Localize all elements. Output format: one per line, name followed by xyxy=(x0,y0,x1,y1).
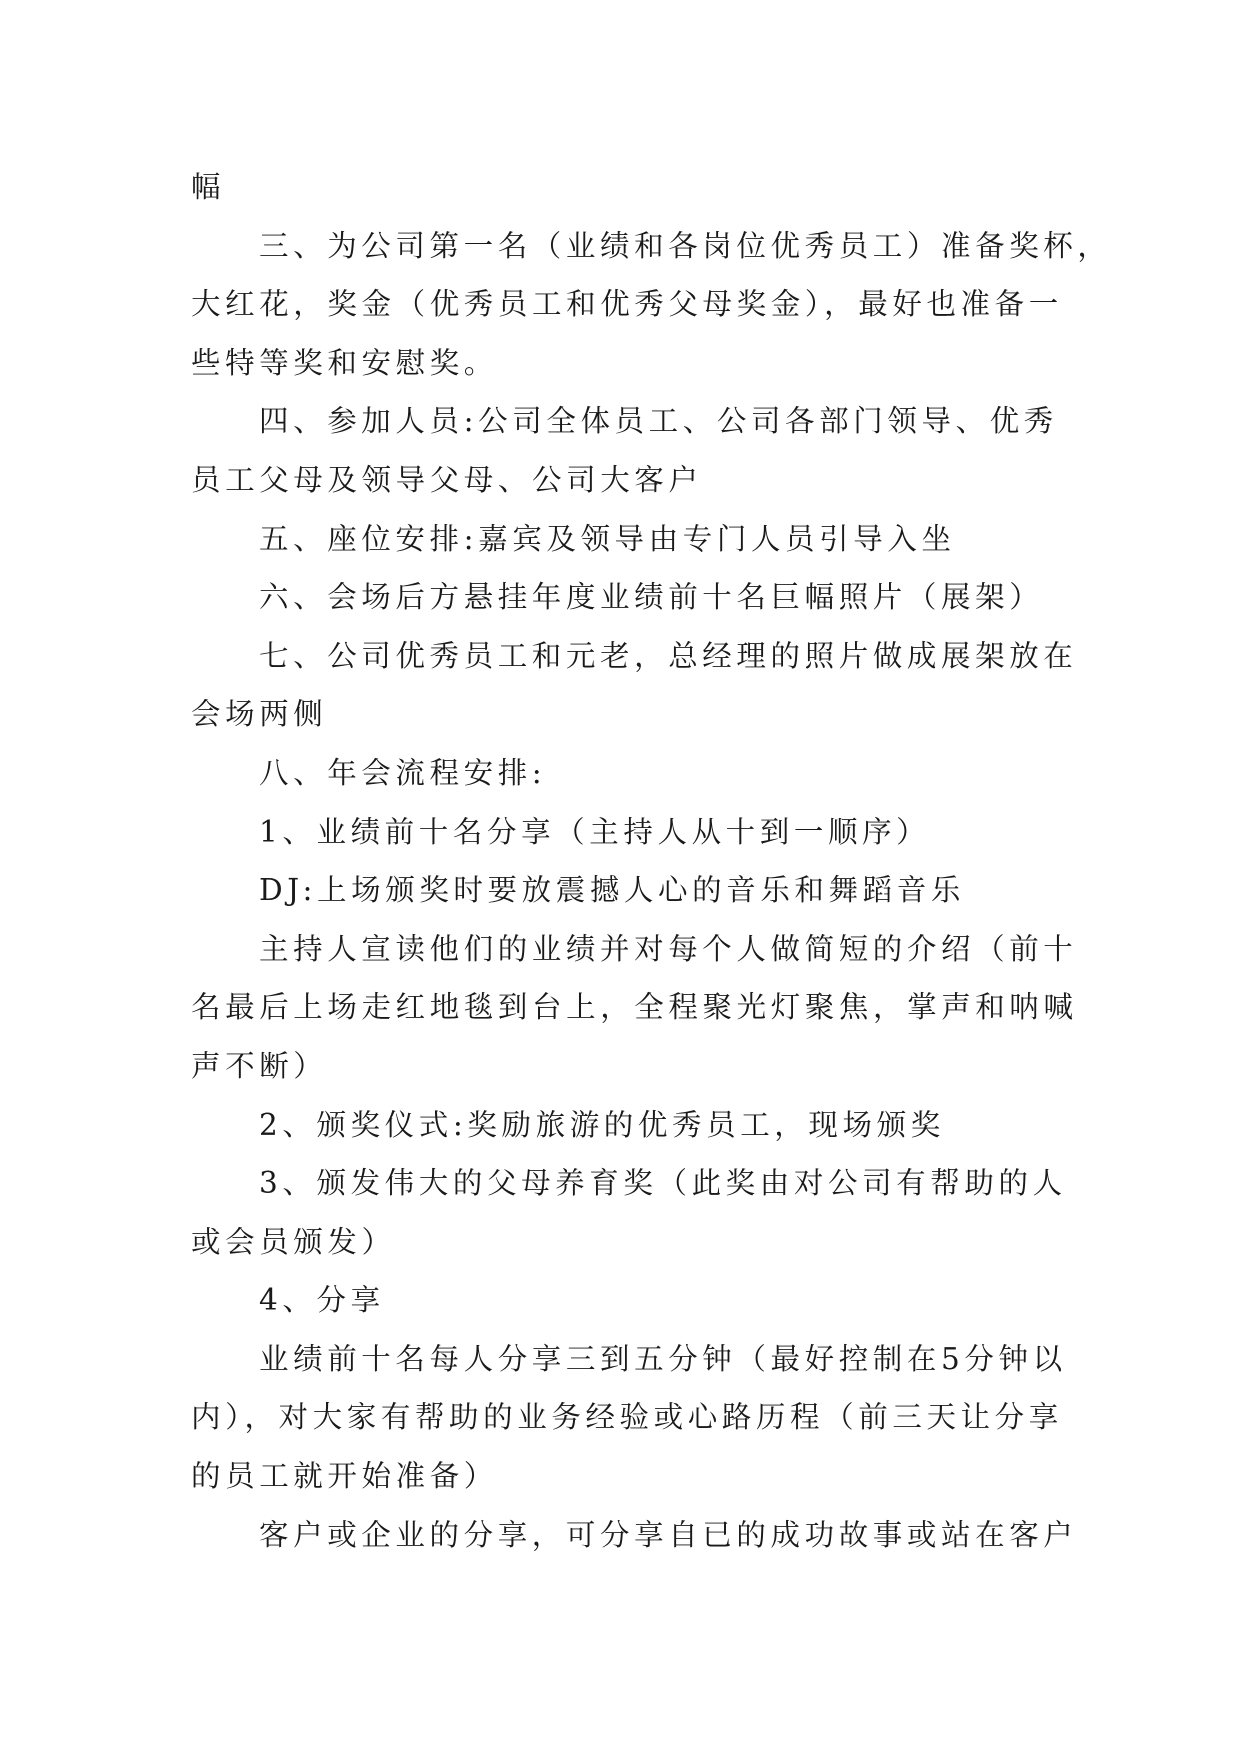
text-line: 幅 xyxy=(191,170,226,204)
paragraph xyxy=(191,158,1053,217)
text-line: 四、参加人员:公司全体员工、公司各部门领导、优秀 xyxy=(259,404,1058,439)
paragraph xyxy=(191,627,1078,744)
text-line: 员工父母及领导父母、公司大客户 xyxy=(191,462,703,497)
paragraph xyxy=(191,744,1053,803)
text-line: 内），对大家有帮助的业务经验或心路历程（前三天让分享 xyxy=(191,1400,1063,1435)
paragraph xyxy=(191,1096,1053,1155)
paragraph xyxy=(191,803,1053,862)
paragraph xyxy=(191,1271,1053,1330)
paragraph xyxy=(191,1330,1067,1506)
text-line: 大红花，奖金（优秀员工和优秀父母奖金），最好也准备一 xyxy=(191,287,1063,322)
paragraph xyxy=(191,1154,1067,1271)
paragraph xyxy=(191,217,1112,393)
text-line: 八、年会流程安排: xyxy=(259,755,547,790)
text-line: 会场两侧 xyxy=(191,697,328,732)
document-body xyxy=(191,158,1112,1564)
text-line: 七、公司优秀员工和元老，总经理的照片做成展架放在 xyxy=(259,638,1078,673)
text-line: 主持人宣读他们的业绩并对每个人做简短的介绍（前十 xyxy=(259,931,1078,966)
paragraph xyxy=(191,568,1053,627)
text-line: 些特等奖和安慰奖。 xyxy=(191,345,498,380)
text-line: 1、业绩前十名分享（主持人从十到一顺序） xyxy=(259,814,931,849)
text-line: 2、颁奖仪式:奖励旅游的优秀员工，现场颁奖 xyxy=(259,1107,945,1142)
paragraph xyxy=(191,920,1078,1096)
text-line: 名最后上场走红地毯到台上，全程聚光灯聚焦，掌声和呐喊 xyxy=(191,990,1078,1025)
paragraph xyxy=(191,392,1058,509)
text-line: 五、座位安排:嘉宾及领导由专门人员引导入坐 xyxy=(259,521,956,556)
text-line: 或会员颁发） xyxy=(191,1224,396,1259)
paragraph xyxy=(191,861,1053,920)
paragraph xyxy=(191,510,1053,569)
paragraph xyxy=(191,1506,1078,1565)
text-line: DJ:上场颁奖时要放震撼人心的音乐和舞蹈音乐 xyxy=(259,873,965,908)
text-line: 的员工就开始准备） xyxy=(191,1459,498,1494)
text-line: 三、为公司第一名（业绩和各岗位优秀员工）准备奖杯， xyxy=(259,228,1112,263)
text-line: 业绩前十名每人分享三到五分钟（最好控制在5分钟以 xyxy=(259,1341,1067,1376)
text-line: 3、颁发伟大的父母养育奖（此奖由对公司有帮助的人 xyxy=(259,1166,1067,1201)
text-line: 4、分享 xyxy=(259,1283,385,1318)
text-line: 客户或企业的分享，可分享自已的成功故事或站在客户 xyxy=(259,1517,1078,1552)
text-line: 声不断） xyxy=(191,1048,328,1083)
text-line: 六、会场后方悬挂年度业绩前十名巨幅照片（展架） xyxy=(259,580,1044,615)
